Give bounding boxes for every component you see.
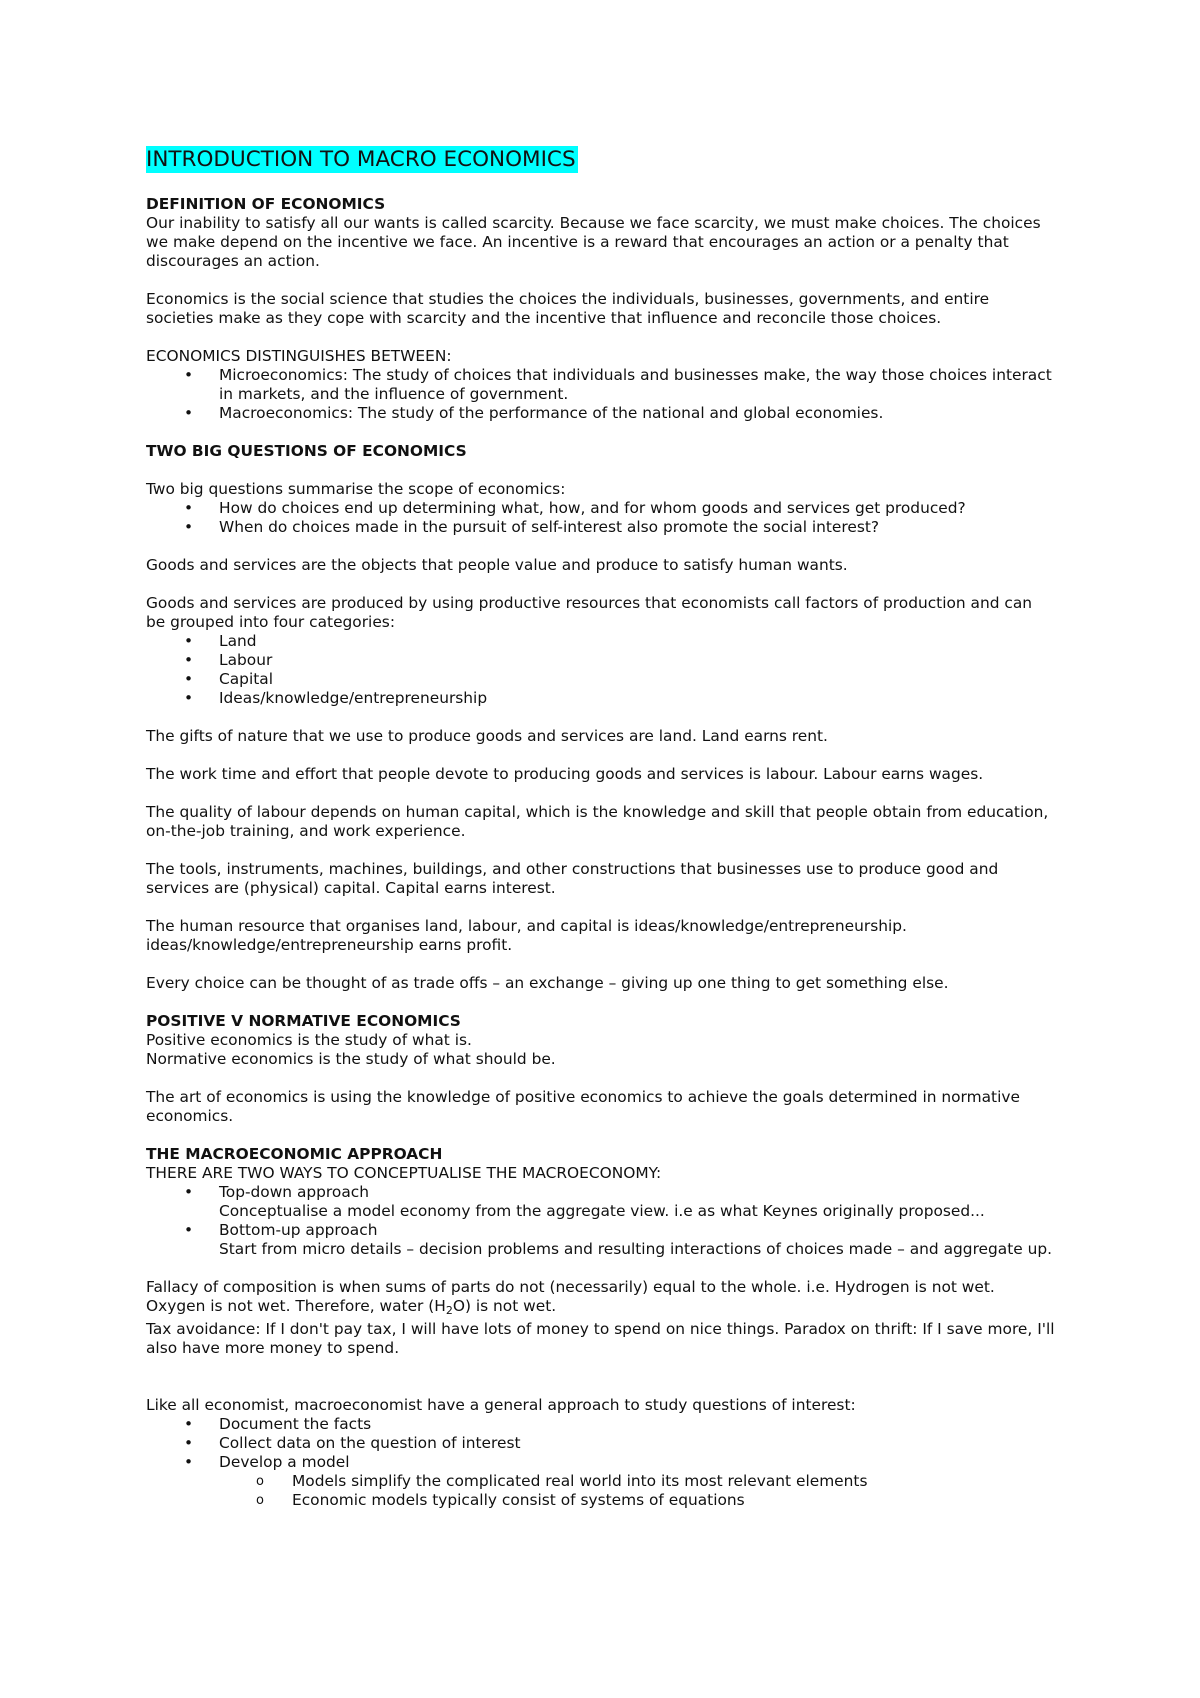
label-two-ways: THERE ARE TWO WAYS TO CONCEPTUALISE THE MACROECONOMY: <box>146 1164 662 1182</box>
list-item: • Microeconomics: The study of choices that individuals and businesses make, the way those choices interact in markets, and the influence of government. <box>146 366 1056 404</box>
list-micro-macro <box>146 366 1056 423</box>
paragraph-general-approach: Like all economist, macroeconomist have a general approach to study questions of interest: <box>146 1396 856 1414</box>
paragraph-human-capital: The quality of labour depends on human capital, which is the knowledge and skill that people obtain from education, on-the-job training, and work experience. <box>146 803 1049 840</box>
list-item: o Models simplify the complicated real world into its most relevant elements <box>146 1472 1056 1491</box>
paragraph-ideas: The human resource that organises land, labour, and capital is ideas/knowledge/entrepreneurship. <box>146 917 907 935</box>
label-distinguishes: ECONOMICS DISTINGUISHES BETWEEN: <box>146 347 452 365</box>
paragraph-questions-intro: Two big questions summarise the scope of economics: <box>146 480 566 498</box>
list-item: • Ideas/knowledge/entrepreneurship <box>146 689 1056 708</box>
bullet-icon <box>184 404 204 423</box>
paragraph-factors: Goods and services are produced by using productive resources that economists call factors of production and can be grouped into four categories: <box>146 594 1033 631</box>
bullet-icon <box>184 499 204 518</box>
paragraph-labour: The work time and effort that people devote to producing goods and services is labour. Labour earns wages. <box>146 765 984 783</box>
list-item: • When do choices made in the pursuit of self-interest also promote the social interest? <box>146 518 1056 537</box>
list-item: o Economic models typically consist of systems of equations <box>146 1491 1056 1510</box>
bullet-icon <box>184 366 204 385</box>
list-item: • Land <box>146 632 1056 651</box>
heading-definition: DEFINITION OF ECONOMICS <box>146 195 386 213</box>
bullet-icon <box>184 632 204 651</box>
list-item: • Labour <box>146 651 1056 670</box>
bullet-icon <box>184 518 204 537</box>
paragraph-scarcity: Our inability to satisfy all our wants is called scarcity. Because we face scarcity, we must make choices. The choices we make depend on the incentive we face. An incentive is a reward that encourages an action or a penalty that discourages an action. <box>146 214 1041 270</box>
bullet-icon <box>184 689 204 708</box>
document-title: INTRODUCTION TO MACRO ECONOMICS <box>146 147 576 172</box>
heading-positive-normative: POSITIVE V NORMATIVE ECONOMICS <box>146 1012 461 1030</box>
bullet-icon <box>184 1434 204 1453</box>
paragraph-positive: Positive economics is the study of what is. <box>146 1031 472 1049</box>
bullet-icon <box>184 1183 204 1202</box>
paragraph-ideas-profit: ideas/knowledge/entrepreneurship earns profit. <box>146 936 513 954</box>
paragraph-art: The art of economics is using the knowledge of positive economics to achieve the goals determined in normative economics. <box>146 1088 1020 1125</box>
bullet-icon <box>184 1221 204 1240</box>
bullet-icon <box>184 1415 204 1434</box>
heading-approach: THE MACROECONOMIC APPROACH <box>146 1145 443 1163</box>
list-steps <box>146 1415 1056 1510</box>
list-item: • Top-down approach Conceptualise a model economy from the aggregate view. i.e as what Keynes originally proposed... <box>146 1183 1056 1221</box>
bullet-icon <box>184 651 204 670</box>
list-item: • Capital <box>146 670 1056 689</box>
paragraph-normative: Normative economics is the study of what should be. <box>146 1050 556 1068</box>
list-factors <box>146 632 1056 708</box>
list-item: • Document the facts <box>146 1415 1056 1434</box>
list-item: • How do choices end up determining what, how, and for whom goods and services get produced? <box>146 499 1056 518</box>
document-page <box>146 146 1056 1510</box>
list-item: • Macroeconomics: The study of the performance of the national and global economies. <box>146 404 1056 423</box>
circle-bullet-icon <box>256 1472 276 1491</box>
paragraph-tax: Tax avoidance: If I don't pay tax, I will have lots of money to spend on nice things. Paradox on thrift: If I save more, I'll also have more money to spend. <box>146 1320 1055 1357</box>
paragraph-goods: Goods and services are the objects that people value and produce to satisfy human wants. <box>146 556 848 574</box>
list-item: • Bottom-up approach Start from micro details – decision problems and resulting interactions of choices made – and aggregate up. <box>146 1221 1056 1259</box>
list-questions <box>146 499 1056 537</box>
paragraph-capital: The tools, instruments, machines, buildings, and other constructions that businesses use to produce good and services are (physical) capital. Capital earns interest. <box>146 860 999 897</box>
paragraph-tradeoff: Every choice can be thought of as trade offs – an exchange – giving up one thing to get something else. <box>146 974 949 992</box>
circle-bullet-icon <box>256 1491 276 1510</box>
paragraph-economics-definition: Economics is the social science that studies the choices the individuals, businesses, governments, and entire societies make as they cope with scarcity and the incentive that influence and reconcile those choices. <box>146 290 990 327</box>
paragraph-fallacy: Fallacy of composition is when sums of parts do not (necessarily) equal to the whole. i.e. Hydrogen is not wet. Oxygen is not wet. Therefore, water $(H_2O)$ is not wet. <box>146 1278 995 1317</box>
list-item: • Collect data on the question of interest <box>146 1434 1056 1453</box>
bullet-icon <box>184 1453 204 1472</box>
list-item: • Develop a model <box>146 1453 1056 1472</box>
paragraph-land: The gifts of nature that we use to produce goods and services are land. Land earns rent. <box>146 727 828 745</box>
heading-questions: TWO BIG QUESTIONS OF ECONOMICS <box>146 442 467 460</box>
bullet-icon <box>184 670 204 689</box>
list-approaches <box>146 1183 1056 1259</box>
